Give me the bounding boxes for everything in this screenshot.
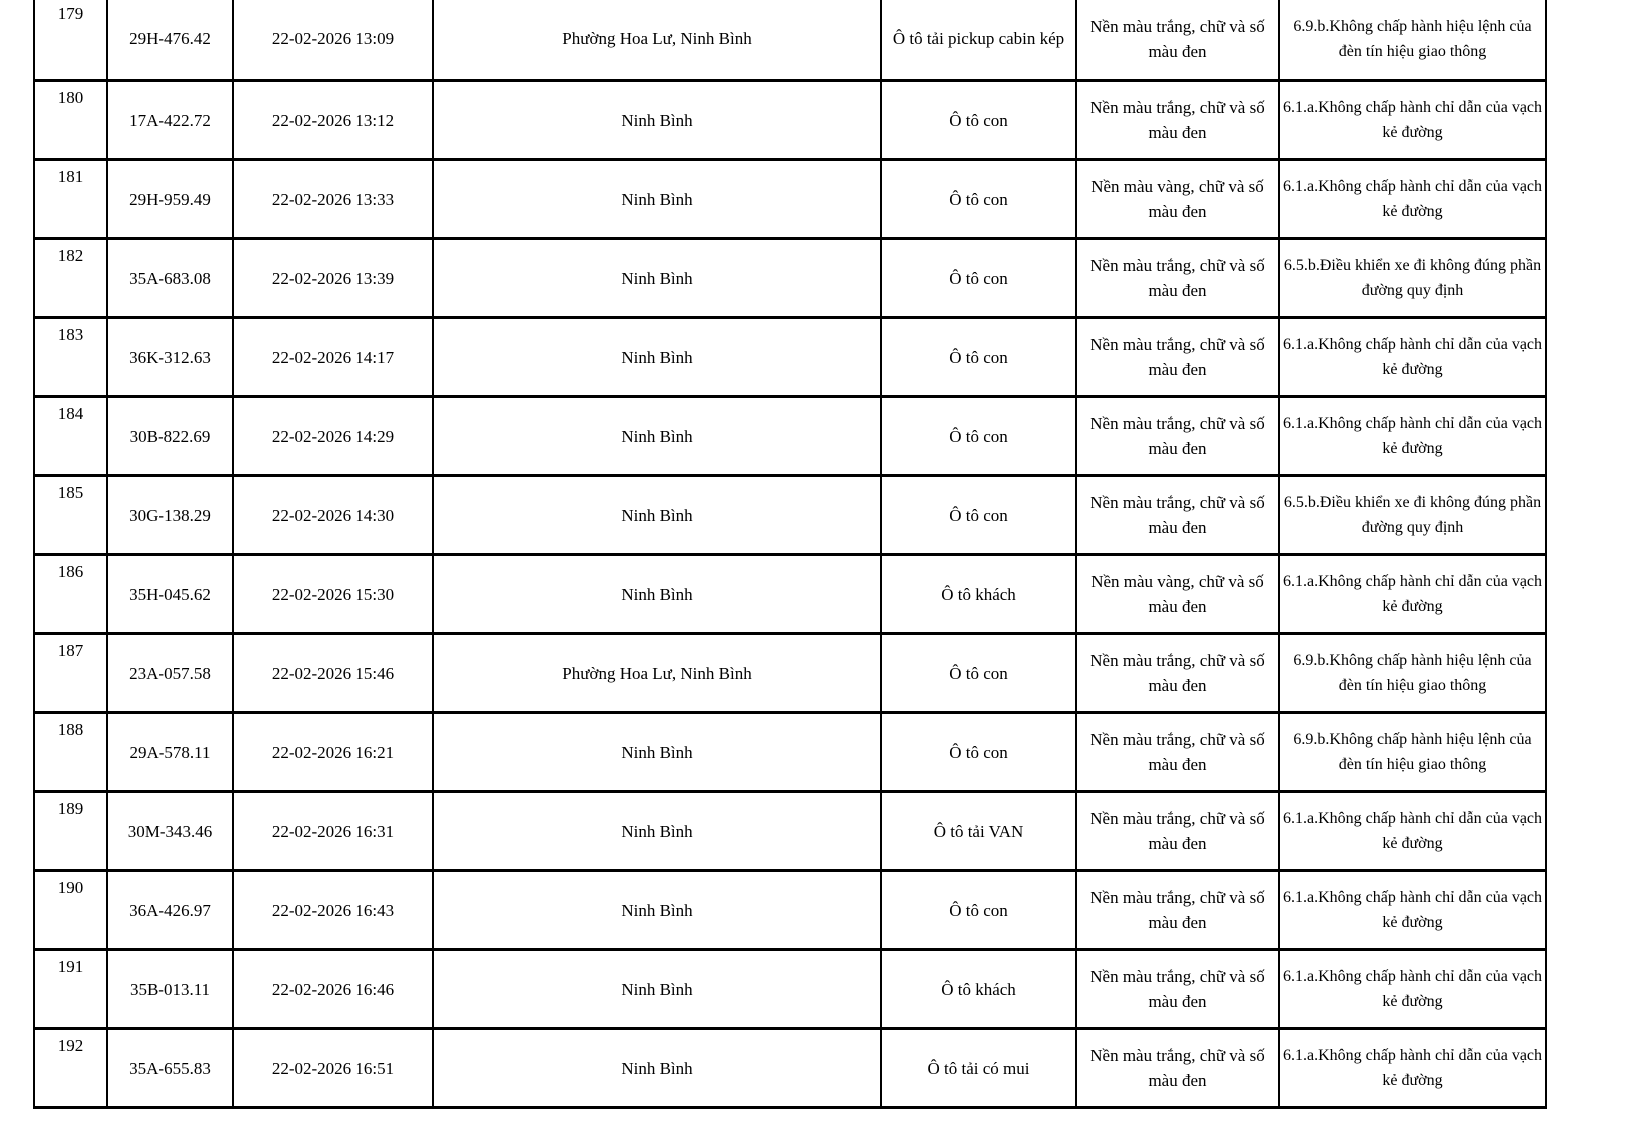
- row-number-cell: 190: [34, 871, 107, 950]
- violation-datetime-cell: 22-02-2026 14:17: [233, 318, 433, 397]
- table-row: [34, 397, 1546, 476]
- violation-location-cell: Ninh Bình: [433, 871, 881, 950]
- violation-location-cell: Phường Hoa Lư, Ninh Bình: [433, 0, 881, 81]
- license-plate-cell: 30G-138.29: [107, 476, 233, 555]
- plate-colors-cell: Nền màu trắng, chữ và số màu đen: [1076, 634, 1279, 713]
- violation-location-cell: Ninh Bình: [433, 318, 881, 397]
- violations-table-body: [34, 0, 1546, 1108]
- table-row: [34, 81, 1546, 160]
- license-plate-cell: 35A-683.08: [107, 239, 233, 318]
- violation-location-cell: Ninh Bình: [433, 397, 881, 476]
- license-plate-cell: 30B-822.69: [107, 397, 233, 476]
- vehicle-type-cell: Ô tô con: [881, 160, 1076, 239]
- violation-description-cell: 6.1.a.Không chấp hành chỉ dẫn của vạch kẻ đường: [1279, 1029, 1546, 1108]
- violation-description-cell: 6.1.a.Không chấp hành chỉ dẫn của vạch kẻ đường: [1279, 950, 1546, 1029]
- violation-datetime-cell: 22-02-2026 16:51: [233, 1029, 433, 1108]
- violation-datetime-cell: 22-02-2026 14:29: [233, 397, 433, 476]
- plate-colors-cell: Nền màu vàng, chữ và số màu đen: [1076, 555, 1279, 634]
- table-row: [34, 713, 1546, 792]
- violation-datetime-cell: 22-02-2026 13:12: [233, 81, 433, 160]
- vehicle-type-cell: Ô tô con: [881, 634, 1076, 713]
- violation-description-cell: 6.9.b.Không chấp hành hiệu lệnh của đèn tín hiệu giao thông: [1279, 634, 1546, 713]
- row-number-cell: 188: [34, 713, 107, 792]
- table-row: [34, 160, 1546, 239]
- violations-table: [33, 0, 1547, 1109]
- violation-location-cell: Ninh Bình: [433, 713, 881, 792]
- row-number-cell: 191: [34, 950, 107, 1029]
- table-row: [34, 0, 1546, 81]
- violation-datetime-cell: 22-02-2026 14:30: [233, 476, 433, 555]
- violation-location-cell: Ninh Bình: [433, 950, 881, 1029]
- violation-description-cell: 6.5.b.Điều khiển xe đi không đúng phần đường quy định: [1279, 239, 1546, 318]
- violation-datetime-cell: 22-02-2026 16:43: [233, 871, 433, 950]
- violation-datetime-cell: 22-02-2026 13:39: [233, 239, 433, 318]
- row-number-cell: 183: [34, 318, 107, 397]
- license-plate-cell: 35B-013.11: [107, 950, 233, 1029]
- row-number-cell: 186: [34, 555, 107, 634]
- violation-description-cell: 6.9.b.Không chấp hành hiệu lệnh của đèn tín hiệu giao thông: [1279, 0, 1546, 81]
- table-row: [34, 318, 1546, 397]
- violation-description-cell: 6.1.a.Không chấp hành chỉ dẫn của vạch kẻ đường: [1279, 792, 1546, 871]
- table-row: [34, 871, 1546, 950]
- violation-datetime-cell: 22-02-2026 16:46: [233, 950, 433, 1029]
- violation-location-cell: Ninh Bình: [433, 81, 881, 160]
- row-number-cell: 189: [34, 792, 107, 871]
- table-row: [34, 950, 1546, 1029]
- violation-description-cell: 6.1.a.Không chấp hành chỉ dẫn của vạch kẻ đường: [1279, 81, 1546, 160]
- violation-datetime-cell: 22-02-2026 13:09: [233, 0, 433, 81]
- table-row: [34, 634, 1546, 713]
- plate-colors-cell: Nền màu trắng, chữ và số màu đen: [1076, 1029, 1279, 1108]
- violation-location-cell: Ninh Bình: [433, 476, 881, 555]
- vehicle-type-cell: Ô tô khách: [881, 950, 1076, 1029]
- license-plate-cell: 29H-959.49: [107, 160, 233, 239]
- plate-colors-cell: Nền màu trắng, chữ và số màu đen: [1076, 871, 1279, 950]
- table-row: [34, 476, 1546, 555]
- license-plate-cell: 35H-045.62: [107, 555, 233, 634]
- vehicle-type-cell: Ô tô khách: [881, 555, 1076, 634]
- plate-colors-cell: Nền màu trắng, chữ và số màu đen: [1076, 81, 1279, 160]
- violation-location-cell: Phường Hoa Lư, Ninh Bình: [433, 634, 881, 713]
- violation-datetime-cell: 22-02-2026 15:30: [233, 555, 433, 634]
- plate-colors-cell: Nền màu trắng, chữ và số màu đen: [1076, 476, 1279, 555]
- violation-description-cell: 6.1.a.Không chấp hành chỉ dẫn của vạch kẻ đường: [1279, 871, 1546, 950]
- license-plate-cell: 23A-057.58: [107, 634, 233, 713]
- plate-colors-cell: Nền màu trắng, chữ và số màu đen: [1076, 239, 1279, 318]
- row-number-cell: 182: [34, 239, 107, 318]
- license-plate-cell: 35A-655.83: [107, 1029, 233, 1108]
- row-number-cell: 184: [34, 397, 107, 476]
- violation-datetime-cell: 22-02-2026 16:21: [233, 713, 433, 792]
- vehicle-type-cell: Ô tô con: [881, 239, 1076, 318]
- table-row: [34, 239, 1546, 318]
- violation-description-cell: 6.9.b.Không chấp hành hiệu lệnh của đèn tín hiệu giao thông: [1279, 713, 1546, 792]
- row-number-cell: 187: [34, 634, 107, 713]
- violation-datetime-cell: 22-02-2026 16:31: [233, 792, 433, 871]
- vehicle-type-cell: Ô tô con: [881, 81, 1076, 160]
- plate-colors-cell: Nền màu trắng, chữ và số màu đen: [1076, 0, 1279, 81]
- license-plate-cell: 29H-476.42: [107, 0, 233, 81]
- plate-colors-cell: Nền màu trắng, chữ và số màu đen: [1076, 713, 1279, 792]
- violation-description-cell: 6.1.a.Không chấp hành chỉ dẫn của vạch kẻ đường: [1279, 160, 1546, 239]
- plate-colors-cell: Nền màu trắng, chữ và số màu đen: [1076, 792, 1279, 871]
- row-number-cell: 192: [34, 1029, 107, 1108]
- license-plate-cell: 36A-426.97: [107, 871, 233, 950]
- violation-location-cell: Ninh Bình: [433, 555, 881, 634]
- violation-location-cell: Ninh Bình: [433, 160, 881, 239]
- violation-location-cell: Ninh Bình: [433, 239, 881, 318]
- row-number-cell: 181: [34, 160, 107, 239]
- row-number-cell: 180: [34, 81, 107, 160]
- table-row: [34, 1029, 1546, 1108]
- vehicle-type-cell: Ô tô con: [881, 713, 1076, 792]
- vehicle-type-cell: Ô tô tải pickup cabin kép: [881, 0, 1076, 81]
- row-number-cell: 179: [34, 0, 107, 81]
- row-number-cell: 185: [34, 476, 107, 555]
- document-sheet: [33, 0, 1547, 1109]
- table-row: [34, 555, 1546, 634]
- license-plate-cell: 17A-422.72: [107, 81, 233, 160]
- violation-location-cell: Ninh Bình: [433, 1029, 881, 1108]
- vehicle-type-cell: Ô tô con: [881, 476, 1076, 555]
- vehicle-type-cell: Ô tô con: [881, 318, 1076, 397]
- vehicle-type-cell: Ô tô con: [881, 397, 1076, 476]
- license-plate-cell: 36K-312.63: [107, 318, 233, 397]
- vehicle-type-cell: Ô tô con: [881, 871, 1076, 950]
- violation-description-cell: 6.1.a.Không chấp hành chỉ dẫn của vạch kẻ đường: [1279, 397, 1546, 476]
- plate-colors-cell: Nền màu vàng, chữ và số màu đen: [1076, 160, 1279, 239]
- license-plate-cell: 30M-343.46: [107, 792, 233, 871]
- vehicle-type-cell: Ô tô tải VAN: [881, 792, 1076, 871]
- violation-description-cell: 6.1.a.Không chấp hành chỉ dẫn của vạch kẻ đường: [1279, 555, 1546, 634]
- violation-datetime-cell: 22-02-2026 15:46: [233, 634, 433, 713]
- license-plate-cell: 29A-578.11: [107, 713, 233, 792]
- violation-datetime-cell: 22-02-2026 13:33: [233, 160, 433, 239]
- violation-description-cell: 6.5.b.Điều khiển xe đi không đúng phần đường quy định: [1279, 476, 1546, 555]
- plate-colors-cell: Nền màu trắng, chữ và số màu đen: [1076, 950, 1279, 1029]
- violation-location-cell: Ninh Bình: [433, 792, 881, 871]
- vehicle-type-cell: Ô tô tải có mui: [881, 1029, 1076, 1108]
- table-row: [34, 792, 1546, 871]
- plate-colors-cell: Nền màu trắng, chữ và số màu đen: [1076, 397, 1279, 476]
- violation-description-cell: 6.1.a.Không chấp hành chỉ dẫn của vạch kẻ đường: [1279, 318, 1546, 397]
- plate-colors-cell: Nền màu trắng, chữ và số màu đen: [1076, 318, 1279, 397]
